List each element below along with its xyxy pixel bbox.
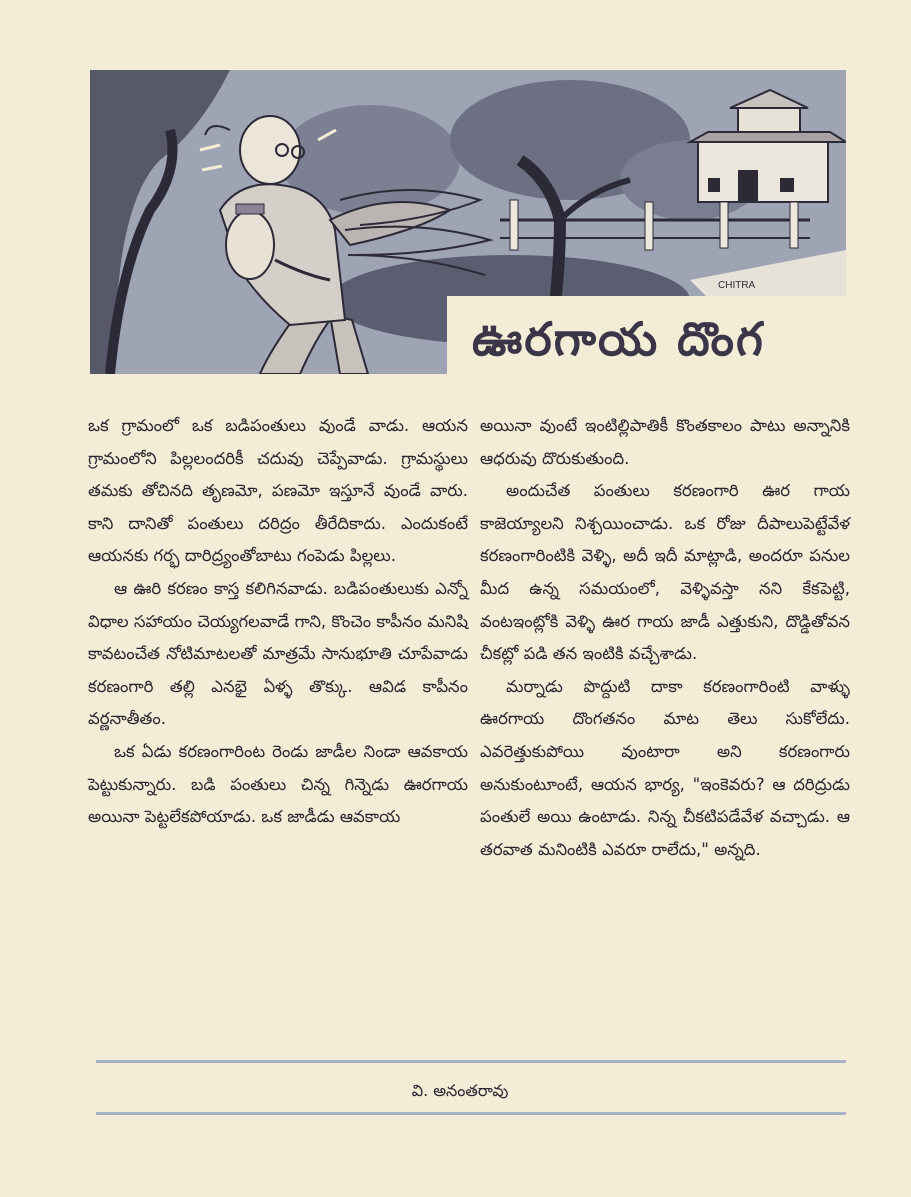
paragraph: అందుచేత పంతులు కరణంగారి ఊర గాయ కాజెయ్యాలని నిశ్చయించాడు. ఒక రోజు దీపాలుపెట్టేవేళ కరణంగారింటికి వెళ్ళి, అదీ ఇదీ మాట్లాడి, అందరూ పనుల మీద ఉన్న సమయంలో, వెళ్ళివస్తా నని కేకపెట్టి, వంటఇంట్లోకి వెళ్ళి ఊర గాయ జాడీ ఎత్తుకుని, దొడ్డితోవన చీకట్లో పడి తన ఇంటికి వచ్చేశాడు. [480,481,850,664]
paragraph: ఆ ఊరి కరణం కాస్త కలిగినవాడు. బడిపంతులుకు ఎన్నో విధాల సహాయం చెయ్యగలవాడే గాని, కొంచెం కాపీనం మనిషి కావటంచేత నోటిమాటలతో మాత్రమే సానుభూతి చూపేవాడు కరణంగారి తల్లి ఎనభై ఏళ్ళ తొక్కు. ఆవిడ కాపీనం వర్ణనాతీతం. [88,578,468,729]
divider-top [96,1060,846,1063]
paragraph: అయినా వుంటే ఇంటిల్లిపాతికీ కొంతకాలం పాటు అన్నానికి ఆధరువు దొరుకుతుంది. [480,416,850,468]
paragraph: ఒక ఏడు కరణంగారింట రెండు జాడీల నిండా ఆవకాయ పెట్టుకున్నారు. బడి పంతులు చిన్న గిన్నెడు ఊరగాయ అయినా పెట్టలేకపోయాడు. ఒక జాడీడు ఆవకాయ [88,741,468,827]
paragraph: మర్నాడు పొద్దుటి దాకా కరణంగారింటి వాళ్ళు ఊరగాయ దొంగతనం మాట తెలు సుకోలేదు. ఎవరెత్తుకుపోయి వుంటారా అని కరణంగారు అనుకుంటూంటే, ఆయన భార్య, "ఇంకెవరు? ఆ దరిద్రుడు పంతులే అయి ఉంటాడు. నిన్న చీకటిపడేవేళ వచ్చాడు. ఆ తరవాత మనింటికి ఎవరూ రాలేదు," అన్నది. [480,676,850,859]
story-title: ఊరగాయ దొంగ [472,312,765,366]
author-name: వి. అనంతరావు [411,1081,509,1100]
illustrator-signature: CHITRA [718,280,756,291]
left-column [88,410,468,834]
right-column [480,410,850,866]
divider-bottom [96,1112,846,1115]
paragraph: ఒక గ్రామంలో ఒక బడిపంతులు వుండే వాడు. ఆయన గ్రామంలోని పిల్లలందరికీ చదువు చెప్పేవాడు. గ్రామస్థులు తమకు తోచినది తృణమో, పణమో ఇస్తూనే వుండే వారు. కాని దానితో పంతులు దరిద్రం తీరేదికాదు. ఎందుకంటే ఆయనకు గర్భ దారిద్ర్యంతోబాటు గంపెడు పిల్లలు. [88,416,468,566]
